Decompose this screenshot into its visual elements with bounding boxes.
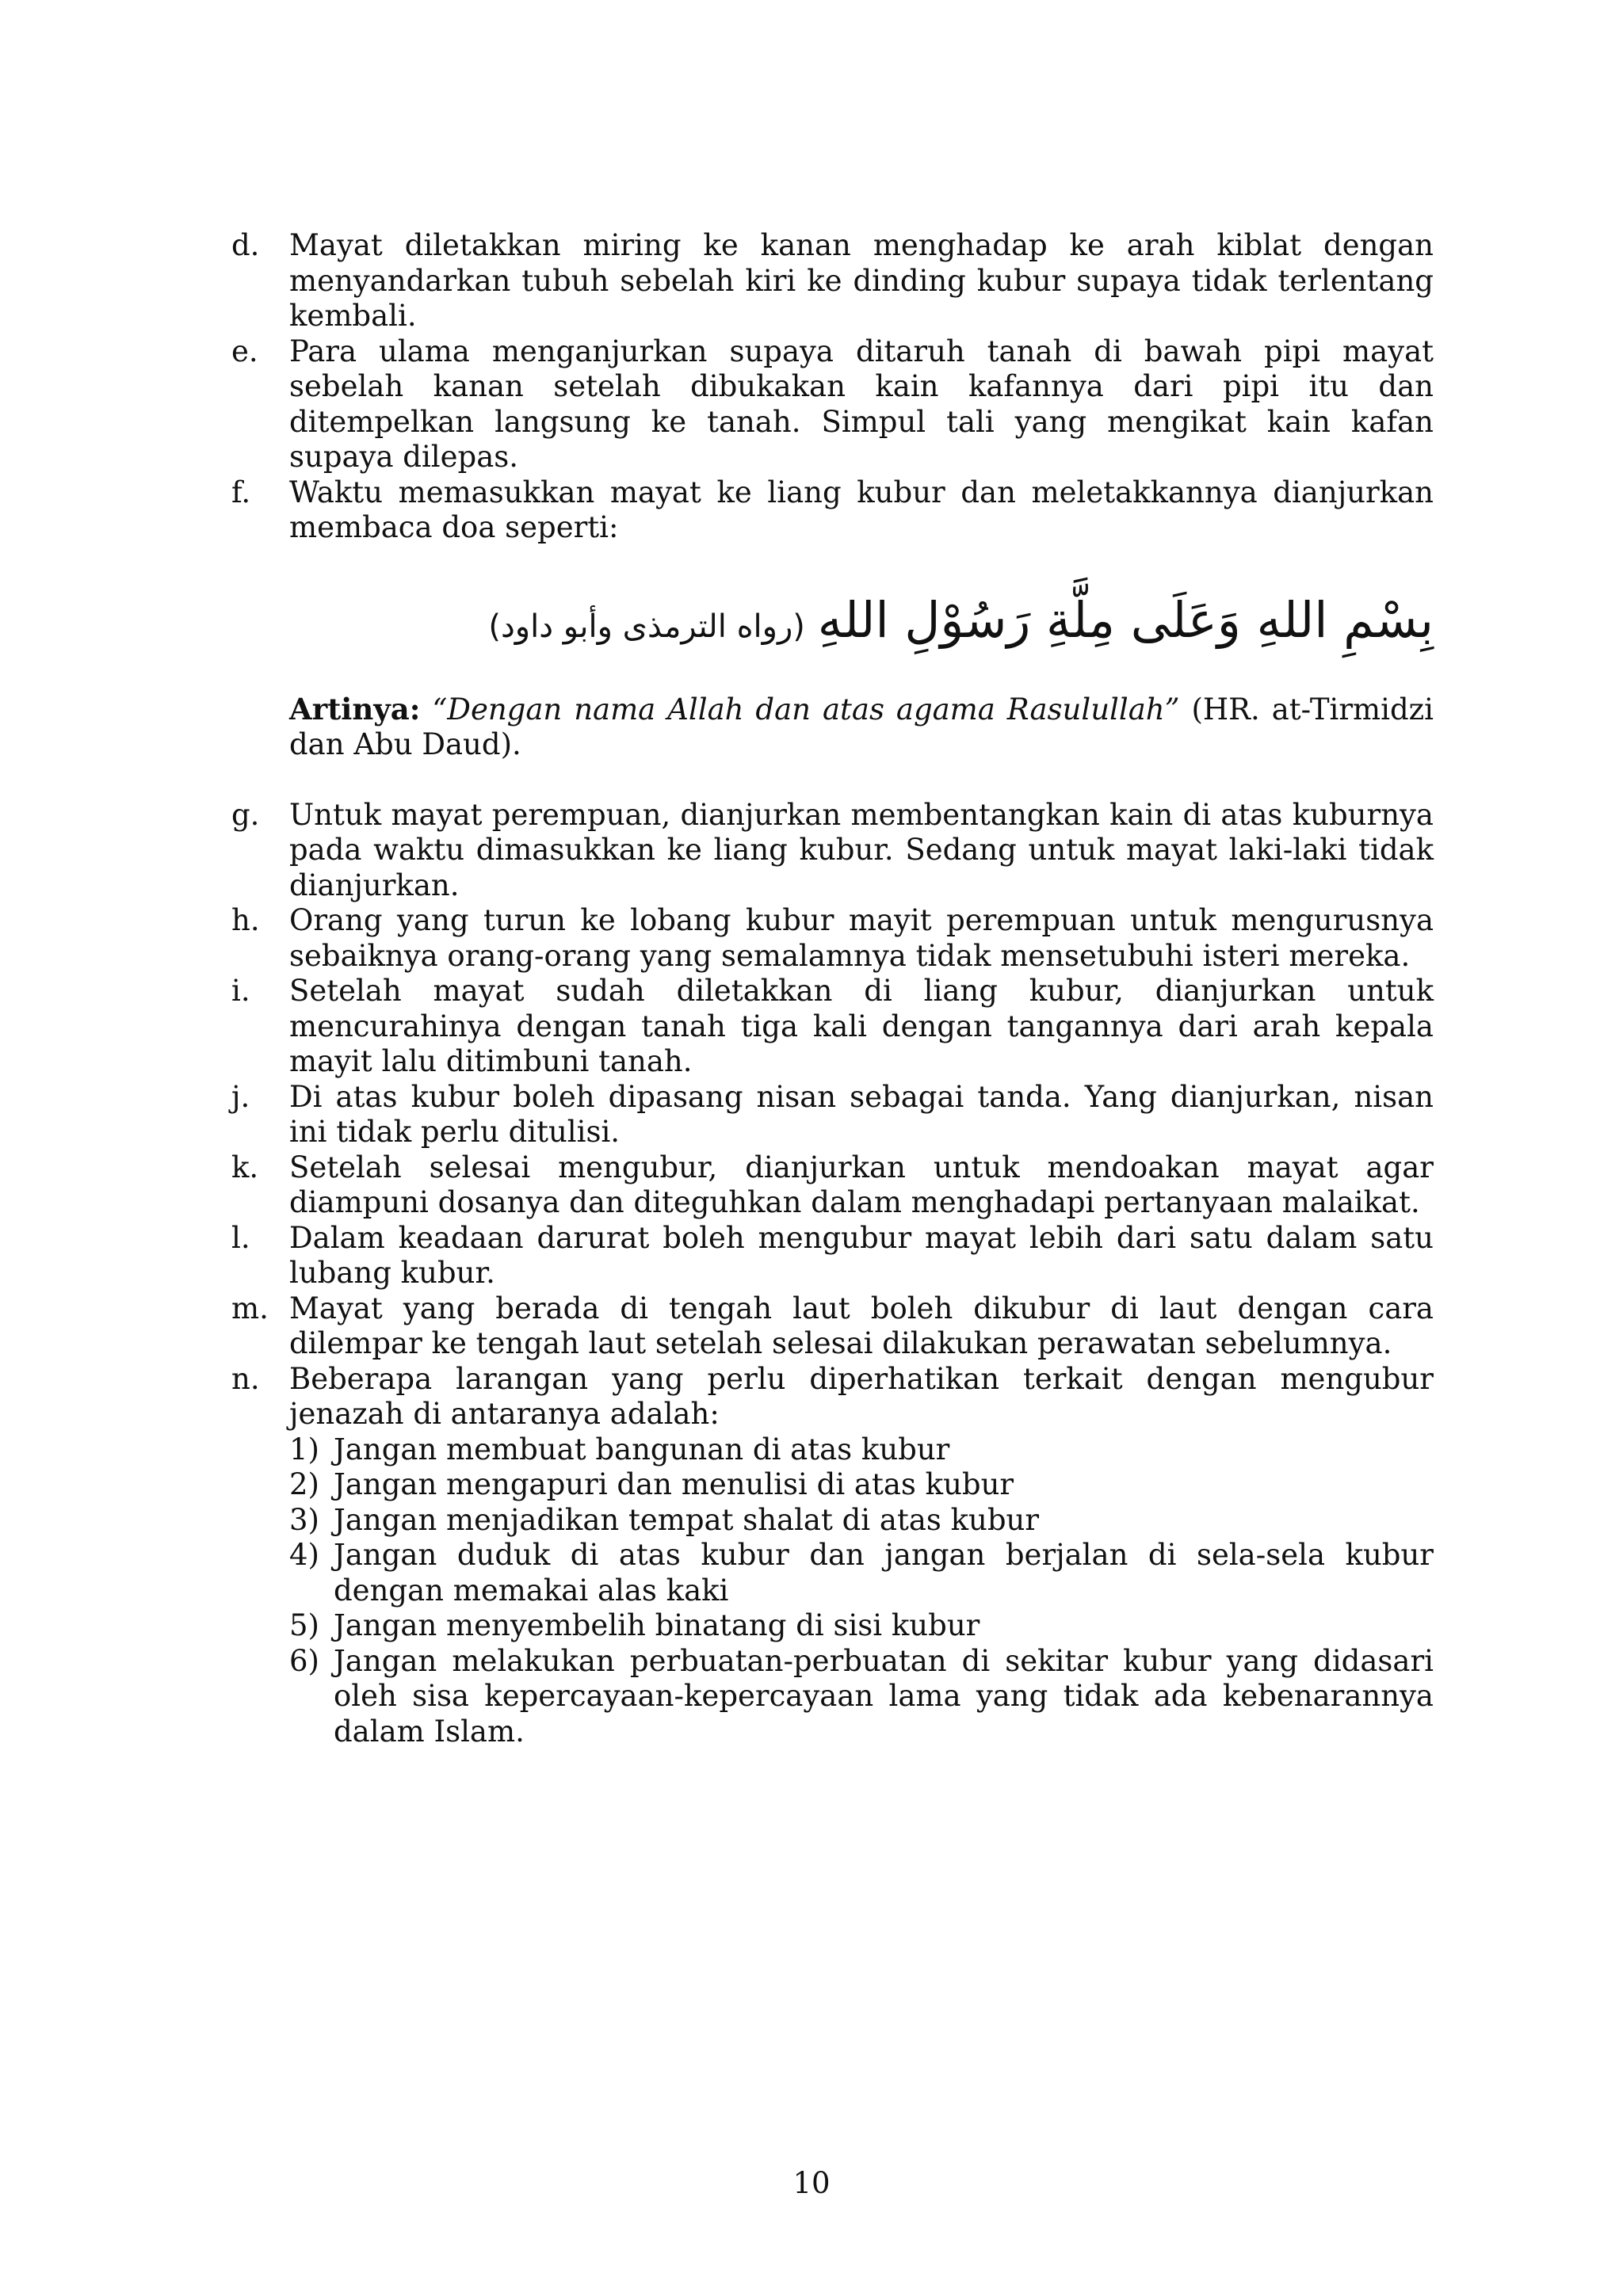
sublist-item-5 (289, 1608, 1434, 1644)
sublist-item-1 (289, 1432, 1434, 1468)
sublist-marker: 4) (289, 1538, 319, 1572)
list-item-f (231, 475, 1434, 546)
sublist-marker: 6) (289, 1643, 319, 1678)
sublist-item-text: Jangan melakukan perbuatan-perbuatan di sekitar kubur yang didasari oleh sisa kepercayaan-kepercayaan lama yang tidak ada kebenarannya dalam Islam. (334, 1643, 1434, 1749)
list-marker: i. (231, 974, 250, 1008)
arabic-prayer-text: بِسْمِ اللهِ وَعَلَى مِلَّةِ رَسُوْلِ اللهِ (817, 590, 1434, 649)
list-item-n (231, 1362, 1434, 1750)
sublist-marker: 2) (289, 1467, 319, 1501)
list-item-d (231, 228, 1434, 334)
list-item-text: Waktu memasukkan mayat ke liang kubur dan meletakkannya dianjurkan membaca doa seperti: (289, 475, 1434, 544)
list-item-e (231, 334, 1434, 475)
list-marker: h. (231, 903, 260, 937)
list-marker: d. (231, 228, 260, 262)
list-item-text: Mayat yang berada di tengah laut boleh dikubur di laut dengan cara dilempar ke tengah laut setelah selesai dilakukan perawatan sebelumnya. (289, 1291, 1434, 1360)
translation-label: Artinya: (289, 691, 421, 727)
sublist-item-3 (289, 1503, 1434, 1539)
list-item-k (231, 1150, 1434, 1221)
list-item-g (231, 798, 1434, 904)
sublist-marker: 1) (289, 1432, 319, 1466)
list-marker: f. (231, 475, 251, 509)
translation-source: (HR. at-Tirmidzi dan Abu Daud). (289, 692, 1434, 761)
list-marker: l. (231, 1220, 250, 1255)
list-item-text: Mayat diletakkan miring ke kanan menghadap ke arah kiblat dengan menyandarkan tubuh sebelah kiri ke dinding kubur supaya tidak terlentang kembali. (289, 228, 1434, 333)
list-marker: g. (231, 797, 260, 832)
page-number: 10 (792, 2166, 831, 2200)
list-marker: n. (231, 1361, 260, 1396)
list-item-text: Dalam keadaan darurat boleh mengubur mayat lebih dari satu dalam satu lubang kubur. (289, 1220, 1434, 1290)
larangan-sublist (289, 1432, 1434, 1750)
list-item-l (231, 1221, 1434, 1291)
sublist-item-text: Jangan duduk di atas kubur dan jangan berjalan di sela-sela kubur dengan memakai alas kaki (334, 1538, 1434, 1608)
arabic-prayer (289, 589, 1434, 658)
sublist-item-text: Jangan membuat bangunan di atas kubur (334, 1432, 950, 1466)
list-item-text: Para ulama menganjurkan supaya ditaruh tanah di bawah pipi mayat sebelah kanan setelah dibukakan kain kafannya dari pipi itu dan ditempelkan langsung ke tanah. Simpul tali yang mengikat kain kafan supaya dilepas. (289, 334, 1434, 474)
list-item-text: Untuk mayat perempuan, dianjurkan membentangkan kain di atas kuburnya pada waktu dimasukkan ke liang kubur. Sedang untuk mayat laki-laki tidak dianjurkan. (289, 797, 1434, 902)
list-item-text: Setelah selesai mengubur, dianjurkan untuk mendoakan mayat agar diampuni dosanya dan diteguhkan dalam menghadapi pertanyaan malaikat. (289, 1150, 1434, 1219)
sublist-item-2 (289, 1467, 1434, 1503)
list-item-m (231, 1291, 1434, 1362)
main-content (231, 228, 1434, 1749)
sublist-item-text: Jangan menjadikan tempat shalat di atas kubur (334, 1502, 1040, 1537)
sublist-item-4 (289, 1538, 1434, 1608)
list-item-text: Beberapa larangan yang perlu diperhatikan terkait dengan mengubur jenazah di antaranya adalah: (289, 1361, 1434, 1431)
sublist-item-text: Jangan menyembelih binatang di sisi kubur (334, 1608, 980, 1642)
list-marker: e. (231, 334, 258, 368)
list-marker: j. (231, 1079, 250, 1114)
list-item-i (231, 974, 1434, 1080)
arabic-narration-source: (رواه الترمذى وأبو داود) (488, 608, 805, 645)
list-marker: m. (231, 1291, 269, 1325)
sublist-item-6 (289, 1644, 1434, 1750)
list-item-h (231, 903, 1434, 974)
sublist-marker: 5) (289, 1608, 319, 1642)
sublist-item-text: Jangan mengapuri dan menulisi di atas kubur (334, 1467, 1014, 1501)
sublist-marker: 3) (289, 1502, 319, 1537)
translation-paragraph (289, 692, 1434, 763)
list-item-text: Setelah mayat sudah diletakkan di liang kubur, dianjurkan untuk mencurahinya dengan tanah tiga kali dengan tangannya dari arah kepala mayit lalu ditimbuni tanah. (289, 974, 1434, 1078)
list-marker: k. (231, 1150, 259, 1184)
translation-text: “Dengan nama Allah dan atas agama Rasulullah” (432, 692, 1180, 727)
list-item-text: Orang yang turun ke lobang kubur mayit perempuan untuk mengurusnya sebaiknya orang-orang yang semalamnya tidak mensetubuhi isteri mereka. (289, 903, 1434, 973)
list-item-text: Di atas kubur boleh dipasang nisan sebagai tanda. Yang dianjurkan, nisan ini tidak perlu ditulisi. (289, 1079, 1434, 1149)
list-item-j (231, 1080, 1434, 1150)
